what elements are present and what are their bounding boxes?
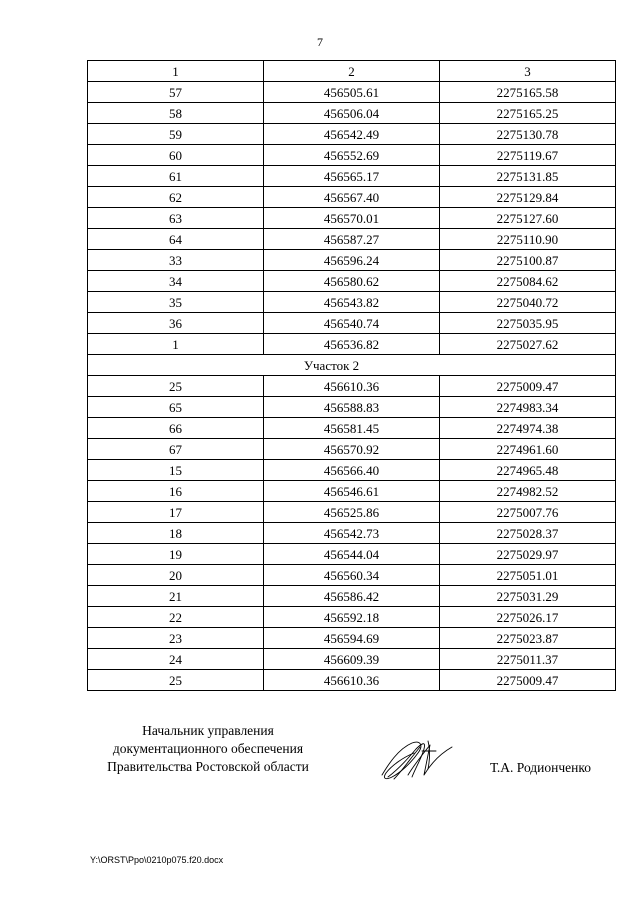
y-coordinate-cell: 2275011.37	[440, 649, 616, 670]
table-row	[88, 481, 616, 502]
table-row	[88, 439, 616, 460]
point-number-cell: 15	[88, 460, 264, 481]
x-coordinate-cell: 456570.01	[264, 208, 440, 229]
x-coordinate-cell: 456540.74	[264, 313, 440, 334]
point-number-cell: 23	[88, 628, 264, 649]
table-row	[88, 565, 616, 586]
x-coordinate-cell: 456506.04	[264, 103, 440, 124]
x-coordinate-cell: 456586.42	[264, 586, 440, 607]
y-coordinate-cell: 2275084.62	[440, 271, 616, 292]
x-coordinate-cell: 456594.69	[264, 628, 440, 649]
y-coordinate-cell: 2274983.34	[440, 397, 616, 418]
table-row	[88, 628, 616, 649]
point-number-cell: 33	[88, 250, 264, 271]
point-number-cell: 25	[88, 376, 264, 397]
table-row	[88, 544, 616, 565]
signer-title-line-2: документационного обеспечения	[112, 741, 304, 756]
table-row	[88, 460, 616, 481]
point-number-cell: 67	[88, 439, 264, 460]
table-row	[88, 229, 616, 250]
column-header-1: 1	[88, 61, 264, 82]
x-coordinate-cell: 456592.18	[264, 607, 440, 628]
table-row	[88, 649, 616, 670]
y-coordinate-cell: 2275165.25	[440, 103, 616, 124]
signer-name: Т.А. Родионченко	[490, 760, 591, 775]
table-row	[88, 250, 616, 271]
table-row	[88, 103, 616, 124]
y-coordinate-cell: 2275009.47	[440, 670, 616, 691]
table-row	[88, 166, 616, 187]
point-number-cell: 19	[88, 544, 264, 565]
x-coordinate-cell: 456552.69	[264, 145, 440, 166]
table-row	[88, 607, 616, 628]
y-coordinate-cell: 2275040.72	[440, 292, 616, 313]
column-header-2: 2	[264, 61, 440, 82]
x-coordinate-cell: 456544.04	[264, 544, 440, 565]
x-coordinate-cell: 456567.40	[264, 187, 440, 208]
point-number-cell: 16	[88, 481, 264, 502]
point-number-cell: 61	[88, 166, 264, 187]
x-coordinate-cell: 456570.92	[264, 439, 440, 460]
x-coordinate-cell: 456609.39	[264, 649, 440, 670]
x-coordinate-cell: 456610.36	[264, 376, 440, 397]
point-number-cell: 24	[88, 649, 264, 670]
x-coordinate-cell: 456580.62	[264, 271, 440, 292]
point-number-cell: 25	[88, 670, 264, 691]
y-coordinate-cell: 2275100.87	[440, 250, 616, 271]
y-coordinate-cell: 2274961.60	[440, 439, 616, 460]
y-coordinate-cell: 2274982.52	[440, 481, 616, 502]
table-row	[88, 208, 616, 229]
table-row	[88, 376, 616, 397]
point-number-cell: 34	[88, 271, 264, 292]
x-coordinate-cell: 456588.83	[264, 397, 440, 418]
point-number-cell: 36	[88, 313, 264, 334]
x-coordinate-cell: 456610.36	[264, 670, 440, 691]
point-number-cell: 58	[88, 103, 264, 124]
y-coordinate-cell: 2275110.90	[440, 229, 616, 250]
y-coordinate-cell: 2275023.87	[440, 628, 616, 649]
point-number-cell: 22	[88, 607, 264, 628]
table-row	[88, 292, 616, 313]
table-row	[88, 586, 616, 607]
y-coordinate-cell: 2275119.67	[440, 145, 616, 166]
signature-title-block	[88, 722, 328, 776]
point-number-cell: 57	[88, 82, 264, 103]
y-coordinate-cell: 2275035.95	[440, 313, 616, 334]
table-row	[88, 502, 616, 523]
table-body	[88, 82, 616, 691]
point-number-cell: 64	[88, 229, 264, 250]
x-coordinate-cell: 456596.24	[264, 250, 440, 271]
table-row	[88, 523, 616, 544]
y-coordinate-cell: 2275165.58	[440, 82, 616, 103]
page-number: 7	[317, 35, 323, 49]
x-coordinate-cell: 456581.45	[264, 418, 440, 439]
point-number-cell: 17	[88, 502, 264, 523]
y-coordinate-cell: 2275130.78	[440, 124, 616, 145]
y-coordinate-cell: 2275029.97	[440, 544, 616, 565]
section-label	[88, 355, 616, 376]
point-number-cell: 18	[88, 523, 264, 544]
y-coordinate-cell: 2275009.47	[440, 376, 616, 397]
x-coordinate-cell: 456565.17	[264, 166, 440, 187]
y-coordinate-cell: 2275129.84	[440, 187, 616, 208]
table-row	[88, 418, 616, 439]
table-row	[88, 145, 616, 166]
table-header-row	[88, 61, 616, 82]
x-coordinate-cell: 456546.61	[264, 481, 440, 502]
section-label-text: Участок 2	[303, 358, 360, 373]
x-coordinate-cell: 456587.27	[264, 229, 440, 250]
y-coordinate-cell: 2275026.17	[440, 607, 616, 628]
section-row	[88, 355, 616, 376]
handwritten-signature	[378, 735, 458, 783]
point-number-cell: 21	[88, 586, 264, 607]
file-path: Y:\ORST\Ppo\0210p075.f20.docx	[90, 855, 224, 865]
point-number-cell: 1	[88, 334, 264, 355]
point-number-cell: 66	[88, 418, 264, 439]
x-coordinate-cell: 456560.34	[264, 565, 440, 586]
y-coordinate-cell: 2275127.60	[440, 208, 616, 229]
table-row	[88, 313, 616, 334]
y-coordinate-cell: 2275051.01	[440, 565, 616, 586]
x-coordinate-cell: 456566.40	[264, 460, 440, 481]
signer-title-line-3: Правительства Ростовской области	[107, 759, 309, 774]
point-number-cell: 35	[88, 292, 264, 313]
x-coordinate-cell: 456536.82	[264, 334, 440, 355]
table-row	[88, 271, 616, 292]
x-coordinate-cell: 456505.61	[264, 82, 440, 103]
point-number-cell: 63	[88, 208, 264, 229]
coordinates-table	[87, 60, 616, 691]
y-coordinate-cell: 2275027.62	[440, 334, 616, 355]
y-coordinate-cell: 2275031.29	[440, 586, 616, 607]
y-coordinate-cell: 2275028.37	[440, 523, 616, 544]
y-coordinate-cell: 2275131.85	[440, 166, 616, 187]
x-coordinate-cell: 456525.86	[264, 502, 440, 523]
table-row	[88, 124, 616, 145]
x-coordinate-cell: 456542.73	[264, 523, 440, 544]
x-coordinate-cell: 456543.82	[264, 292, 440, 313]
x-coordinate-cell: 456542.49	[264, 124, 440, 145]
table-row	[88, 670, 616, 691]
table-row	[88, 82, 616, 103]
point-number-cell: 20	[88, 565, 264, 586]
point-number-cell: 62	[88, 187, 264, 208]
column-header-3: 3	[440, 61, 616, 82]
table-row	[88, 334, 616, 355]
table-row	[88, 187, 616, 208]
y-coordinate-cell: 2274974.38	[440, 418, 616, 439]
y-coordinate-cell: 2274965.48	[440, 460, 616, 481]
table-row	[88, 397, 616, 418]
y-coordinate-cell: 2275007.76	[440, 502, 616, 523]
point-number-cell: 65	[88, 397, 264, 418]
point-number-cell: 59	[88, 124, 264, 145]
signer-title-line-1: Начальник управления	[142, 723, 274, 738]
point-number-cell: 60	[88, 145, 264, 166]
